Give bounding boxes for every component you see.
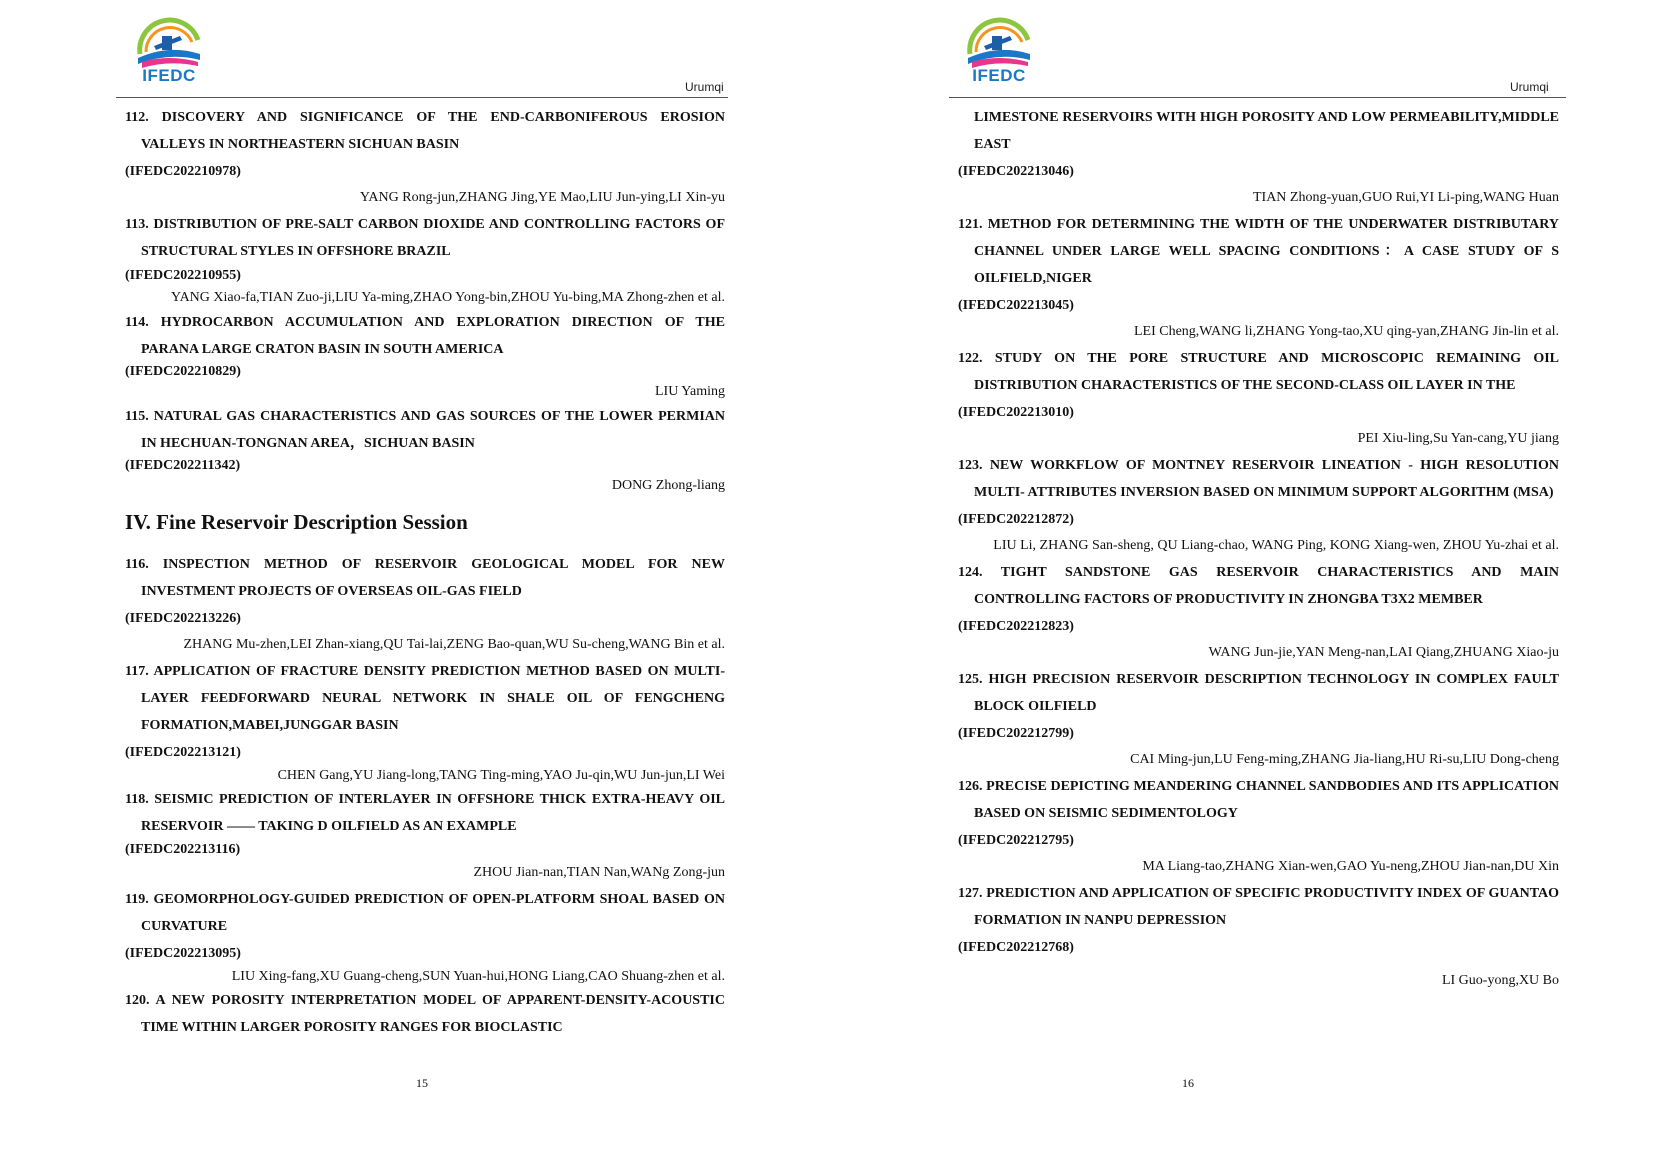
entry-code: (IFEDC202212768) bbox=[958, 940, 1074, 955]
right-page-content bbox=[958, 104, 1559, 1001]
header-city: Urumqi bbox=[1510, 80, 1549, 94]
entry-title: 115. NATURAL GAS CHARACTERISTICS AND GAS SOURCES OF THE LOWER PERMIAN IN HECHUAN-TONGNAN AREA，SICHUAN BASIN bbox=[125, 409, 725, 451]
entry-authors: LIU Yaming bbox=[654, 384, 725, 399]
entry bbox=[125, 886, 725, 987]
entry-code: (IFEDC202213095) bbox=[125, 946, 241, 961]
page-number: 15 bbox=[416, 1076, 428, 1090]
entry bbox=[958, 211, 1559, 345]
header-city: Urumqi bbox=[685, 80, 724, 94]
ifedc-logo bbox=[962, 14, 1036, 90]
entry-authors: PEI Xiu-ling,Su Yan-cang,YU jiang bbox=[1357, 431, 1559, 446]
entry-authors: WANG Jun-jie,YAN Meng-nan,LAI Qiang,ZHUANG Xiao-ju bbox=[1208, 645, 1559, 660]
header-rule bbox=[116, 97, 728, 98]
entry-authors: LIU Xing-fang,XU Guang-cheng,SUN Yuan-hui,HONG Liang,CAO Shuang-zhen et al. bbox=[231, 969, 725, 984]
entry-title: 118. SEISMIC PREDICTION OF INTERLAYER IN OFFSHORE THICK EXTRA-HEAVY OIL RESERVOIR —— TAKING D OILFIELD AS AN EXAMPLE bbox=[125, 792, 725, 834]
entry-authors: LI Guo-yong,XU Bo bbox=[1441, 973, 1559, 988]
entry-code: (IFEDC202213010) bbox=[958, 405, 1074, 420]
entry-code: (IFEDC202210955) bbox=[125, 268, 241, 283]
entry-authors: DONG Zhong-liang bbox=[611, 478, 725, 493]
entry-authors: MA Liang-tao,ZHANG Xian-wen,GAO Yu-neng,ZHOU Jian-nan,DU Xin bbox=[1142, 859, 1559, 874]
ifedc-logo bbox=[132, 14, 206, 90]
entry-authors: ZHOU Jian-nan,TIAN Nan,WANg Zong-jun bbox=[473, 865, 725, 880]
entry-title: 114. HYDROCARBON ACCUMULATION AND EXPLORATION DIRECTION OF THE PARANA LARGE CRATON BASIN IN SOUTH AMERICA bbox=[125, 315, 725, 357]
entry-authors: YANG Rong-jun,ZHANG Jing,YE Mao,LIU Jun-ying,LI Xin-yu bbox=[359, 190, 725, 205]
entry-code: (IFEDC202210829) bbox=[125, 364, 241, 379]
entry-title: 125. HIGH PRECISION RESERVOIR DESCRIPTION TECHNOLOGY IN COMPLEX FAULT BLOCK OILFIELD bbox=[958, 672, 1559, 714]
entry-code: (IFEDC202210978) bbox=[125, 164, 241, 179]
entry-authors: LIU Li, ZHANG San-sheng, QU Liang-chao, WANG Ping, KONG Xiang-wen, ZHOU Yu-zhai et al. bbox=[993, 538, 1559, 553]
entry-title: 113. DISTRIBUTION OF PRE-SALT CARBON DIOXIDE AND CONTROLLING FACTORS OF STRUCTURAL STYLES IN OFFSHORE BRAZIL bbox=[125, 217, 725, 259]
entry-code: (IFEDC202213226) bbox=[125, 611, 241, 626]
entry bbox=[125, 786, 725, 886]
entry bbox=[125, 104, 725, 211]
entry bbox=[958, 452, 1559, 559]
entry bbox=[125, 403, 725, 497]
entry-code: (IFEDC202212795) bbox=[958, 833, 1074, 848]
entry bbox=[958, 666, 1559, 773]
entry bbox=[125, 211, 725, 309]
entry bbox=[958, 559, 1559, 666]
entry-title: 119. GEOMORPHOLOGY-GUIDED PREDICTION OF OPEN-PLATFORM SHOAL BASED ON CURVATURE bbox=[125, 892, 725, 934]
entry-title: 112. DISCOVERY AND SIGNIFICANCE OF THE END-CARBONIFEROUS EROSION VALLEYS IN NORTHEASTERN SICHUAN BASIN bbox=[125, 110, 725, 152]
entry bbox=[125, 987, 725, 1041]
entry-title: 127. PREDICTION AND APPLICATION OF SPECIFIC PRODUCTIVITY INDEX OF GUANTAO FORMATION IN NANPU DEPRESSION bbox=[958, 886, 1559, 928]
entry bbox=[958, 880, 1559, 1001]
entry-code: (IFEDC202213045) bbox=[958, 298, 1074, 313]
ifedc-logo-icon bbox=[132, 14, 206, 70]
entry-authors: ZHANG Mu-zhen,LEI Zhan-xiang,QU Tai-lai,ZENG Bao-quan,WU Su-cheng,WANG Bin et al. bbox=[183, 637, 725, 652]
entry-title: 126. PRECISE DEPICTING MEANDERING CHANNEL SANDBODIES AND ITS APPLICATION BASED ON SEISMIC SEDIMENTOLOGY bbox=[958, 779, 1559, 821]
entry-authors: CAI Ming-jun,LU Feng-ming,ZHANG Jia-liang,HU Ri-su,LIU Dong-cheng bbox=[1130, 752, 1559, 767]
entry-authors: TIAN Zhong-yuan,GUO Rui,YI Li-ping,WANG Huan bbox=[1252, 190, 1559, 205]
logo-text: IFEDC bbox=[142, 66, 196, 85]
entry-title: 117. APPLICATION OF FRACTURE DENSITY PREDICTION METHOD BASED ON MULTI-LAYER FEEDFORWARD NEURAL NETWORK IN SHALE OIL OF FENGCHENG FORMATION,MABEI,JUNGGAR BASIN bbox=[125, 664, 725, 733]
entry bbox=[958, 773, 1559, 880]
entry-code: (IFEDC202212823) bbox=[958, 619, 1074, 634]
entry-list bbox=[125, 104, 725, 497]
entry-code: (IFEDC202213046) bbox=[958, 164, 1074, 179]
entry-title: 120. A NEW POROSITY INTERPRETATION MODEL OF APPARENT-DENSITY-ACOUSTIC TIME WITHIN LARGER POROSITY RANGES FOR BIOCLASTIC bbox=[125, 993, 725, 1035]
entry-authors: CHEN Gang,YU Jiang-long,TANG Ting-ming,YAO Ju-qin,WU Jun-jun,LI Wei bbox=[277, 768, 725, 783]
header-rule bbox=[949, 97, 1566, 98]
entry-code: (IFEDC202212872) bbox=[958, 512, 1074, 527]
left-page-content bbox=[125, 104, 725, 1041]
entry bbox=[125, 658, 725, 786]
entry-code: (IFEDC202213116) bbox=[125, 842, 241, 857]
entry-authors: YANG Xiao-fa,TIAN Zuo-ji,LIU Ya-ming,ZHAO Yong-bin,ZHOU Yu-bing,MA Zhong-zhen et al. bbox=[171, 290, 725, 305]
entry-authors: LEI Cheng,WANG li,ZHANG Yong-tao,XU qing-yan,ZHANG Jin-lin et al. bbox=[1133, 324, 1559, 339]
entry-code: (IFEDC202211342) bbox=[125, 458, 241, 473]
entry-title: 121. METHOD FOR DETERMINING THE WIDTH OF THE UNDERWATER DISTRIBUTARY CHANNEL UNDER LARGE WELL SPACING CONDITIONS：A CASE STUDY OF S OILFIELD,NIGER bbox=[958, 217, 1559, 286]
entry bbox=[958, 104, 1559, 211]
right-page bbox=[827, 0, 1654, 1169]
entry bbox=[125, 551, 725, 658]
entry-list bbox=[125, 551, 725, 1041]
entry-title: LIMESTONE RESERVOIRS WITH HIGH POROSITY AND LOW PERMEABILITY,MIDDLE EAST bbox=[974, 110, 1559, 152]
entry-title: 123. NEW WORKFLOW OF MONTNEY RESERVOIR LINEATION - HIGH RESOLUTION MULTI- ATTRIBUTES INVERSION BASED ON MINIMUM SUPPORT ALGORITHM (MSA) bbox=[958, 458, 1559, 500]
page-number: 16 bbox=[1182, 1076, 1194, 1090]
entry-list bbox=[958, 104, 1559, 1001]
ifedc-logo-icon bbox=[962, 14, 1036, 70]
entry-title: 124. TIGHT SANDSTONE GAS RESERVOIR CHARACTERISTICS AND MAIN CONTROLLING FACTORS OF PRODUCTIVITY IN ZHONGBA T3X2 MEMBER bbox=[958, 565, 1559, 607]
entry-title: 116. INSPECTION METHOD OF RESERVOIR GEOLOGICAL MODEL FOR NEW INVESTMENT PROJECTS OF OVERSEAS OIL-GAS FIELD bbox=[125, 557, 725, 599]
entry-title: 122. STUDY ON THE PORE STRUCTURE AND MICROSCOPIC REMAINING OIL DISTRIBUTION CHARACTERISTICS OF THE SECOND-CLASS OIL LAYER IN THE bbox=[958, 351, 1559, 393]
entry-code: (IFEDC202212799) bbox=[958, 726, 1074, 741]
entry bbox=[125, 309, 725, 403]
entry bbox=[958, 345, 1559, 452]
logo-text: IFEDC bbox=[972, 66, 1026, 85]
section-heading: IV. Fine Reservoir Description Session bbox=[125, 510, 468, 534]
entry-code: (IFEDC202213121) bbox=[125, 745, 241, 760]
